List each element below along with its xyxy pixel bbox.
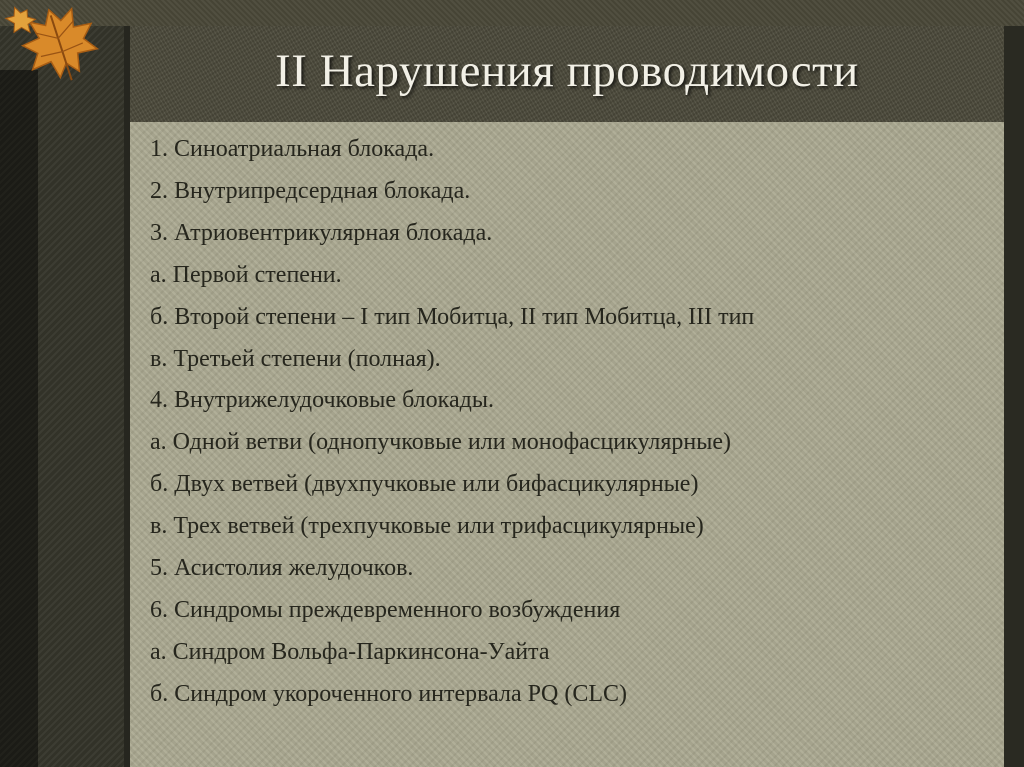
conduction-disorders-list <box>150 129 754 716</box>
list-item: б. Двух ветвей (двухпучковые или бифасцикулярные) <box>150 471 699 498</box>
list-item: 5. Асистолия желудочков. <box>150 555 414 582</box>
list-item: а. Одной ветви (однопучковые или монофасцикулярные) <box>150 429 732 456</box>
list-item: а. Синдром Вольфа-Паркинсона-Уайта <box>150 638 550 665</box>
list-item: б. Второй степени – I тип Мобитца, II тип Мобитца, III тип <box>150 303 755 330</box>
top-band <box>0 0 1024 26</box>
autumn-leaf-icon <box>0 0 118 90</box>
list-item: 3. Атриовентрикулярная блокада. <box>150 219 493 246</box>
list-item: 4. Внутрижелудочковые блокады. <box>150 387 494 414</box>
list-item: в. Третьей степени (полная). <box>150 345 441 372</box>
right-border <box>1004 26 1024 767</box>
list-item: 1. Синоатриальная блокада. <box>150 136 435 162</box>
list-item: а. Первой степени. <box>150 261 342 288</box>
list-item: б. Синдром укороченного интервала PQ (CLC) <box>150 680 627 707</box>
slide-title: II Нарушения проводимости <box>275 45 859 97</box>
list-item: в. Трех ветвей (трехпучковые или трифасцикулярные) <box>150 513 704 540</box>
list-item: 6. Синдромы преждевременного возбуждения <box>150 596 621 623</box>
list-item: 2. Внутрипредсердная блокада. <box>150 177 471 204</box>
left-column-shade <box>0 70 38 767</box>
